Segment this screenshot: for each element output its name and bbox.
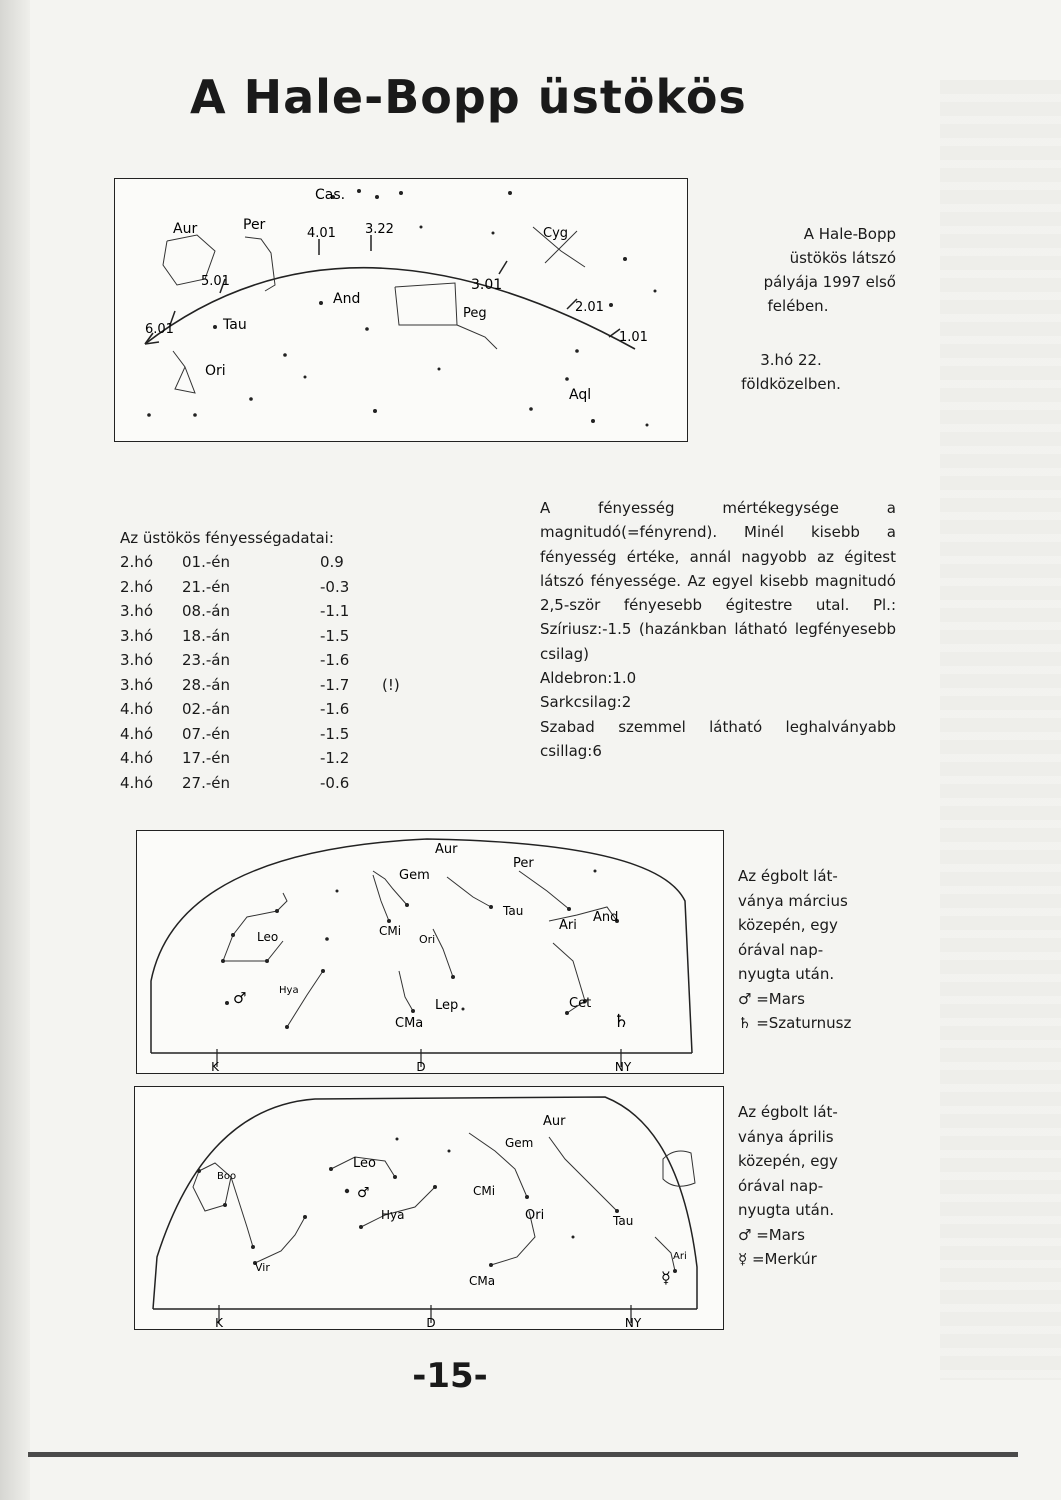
label-hya: Hya	[381, 1208, 405, 1222]
label-aur: Aur	[543, 1114, 566, 1129]
sky-dome-outline	[153, 1097, 697, 1309]
page-title: A Hale-Bopp üstökös	[190, 70, 747, 124]
label-ori: Ori	[525, 1208, 545, 1223]
comet-path-svg	[115, 179, 687, 441]
label-date-401: 4.01	[307, 226, 336, 241]
constellation-lines	[223, 871, 617, 1027]
label-cma: CMa	[469, 1274, 496, 1288]
label-ari: Ari	[673, 1251, 687, 1262]
table-row: 3.hó 23.-án -1.6	[120, 651, 350, 669]
label-tau: Tau	[223, 317, 247, 333]
mars-icon: ♂	[233, 989, 247, 1007]
label-leo: Leo	[353, 1156, 376, 1171]
table-row: 2.hó 21.-én -0.3	[120, 577, 350, 596]
horizon-k: K	[211, 1060, 219, 1073]
label-aur: Aur	[173, 221, 198, 237]
label-ari: Ari	[559, 918, 577, 933]
perigee-note: 3.hó 22. földközelben.	[741, 351, 841, 393]
label-date-301: 3.01	[471, 277, 503, 293]
label-and: And	[333, 291, 361, 307]
legend-mars: ♂ =Mars	[738, 989, 805, 1008]
table-row: 4.hó 17.-én -1.2	[120, 749, 350, 767]
march-sky-svg	[137, 831, 723, 1073]
table-row: 3.hó 28.-án -1.7 (!)	[120, 675, 400, 694]
horizon-ny: NY	[624, 1316, 642, 1329]
table-row: 4.hó 27.-én -0.6	[120, 773, 350, 792]
label-date-322: 3.22	[365, 222, 394, 237]
label-peg: Peg	[463, 306, 487, 321]
label-aql: Aql	[569, 387, 592, 403]
label-hya: Hya	[279, 985, 299, 996]
mars-icon: ♂	[357, 1185, 370, 1201]
bleed-through-text	[940, 80, 1061, 1380]
label-cmi: CMi	[473, 1184, 496, 1198]
page-number: -15-	[412, 1356, 488, 1396]
label-lep: Lep	[435, 998, 459, 1013]
label-ori: Ori	[419, 933, 436, 946]
table-row: 3.hó 08.-án -1.1	[120, 602, 350, 620]
label-date-501: 5.01	[201, 274, 230, 289]
label-tau: Tau	[613, 1214, 634, 1228]
horizon-ticks	[219, 1305, 631, 1323]
label-date-601: 6.01	[145, 322, 174, 337]
label-cma: CMa	[395, 1016, 424, 1031]
horizon-d: D	[416, 1060, 426, 1073]
legend-saturn: ♄ =Szaturnusz	[738, 1014, 852, 1032]
comet-path-map	[114, 178, 688, 442]
label-date-101: 1.01	[619, 330, 648, 345]
label-date-201: 2.01	[575, 300, 604, 315]
label-per: Per	[243, 217, 266, 233]
april-sky-caption: Az égbolt lát- ványa április közepén, egy órával nap- nyugta után. ♂ =Mars ☿ =Merkúr	[738, 1100, 898, 1272]
march-sky-caption: Az égbolt lát- ványa március közepén, egy órával nap- nyugta után. ♂ =Mars ♄ =Szaturnusz	[738, 864, 898, 1036]
april-sky-svg	[135, 1087, 723, 1329]
label-cet: Cet	[569, 996, 592, 1011]
label-cyg: Cyg	[543, 226, 569, 241]
scan-bottom-edge	[28, 1452, 1018, 1457]
horizon-d: D	[426, 1316, 436, 1329]
table-row: 4.hó 02.-án -1.6	[120, 700, 350, 718]
label-gem: Gem	[505, 1136, 534, 1150]
label-per: Per	[513, 856, 534, 871]
scan-shadow-left	[0, 0, 30, 1500]
march-sky-map	[136, 830, 724, 1074]
legend-mars: ♂ =Mars	[738, 1225, 805, 1244]
constellation-lines	[193, 1133, 675, 1271]
label-cmi: CMi	[379, 924, 402, 938]
label-vir: Vir	[255, 1261, 270, 1274]
table-row: 4.hó 07.-én -1.5	[120, 724, 350, 743]
horizon-k: K	[215, 1316, 223, 1329]
magnitude-explanation: A fényesség mértékegysége a magnitudó(=fényrend). Minél kisebb a fényesség értéke, annál nagyobb az égitest látszó fényessége. Az egyel kisebb magnitudó 2,5-ször fényesebb égitestre utal. Pl.: Szíriusz:-1.5 (hazánkban látható legfényesebb csilag) Aldebron:1.0 Sarkcsilag:2 Szabad szemmel látható leghalványabb csillag:6	[540, 499, 896, 760]
legend-mercury: ☿ =Merkúr	[738, 1250, 817, 1268]
constellation-lines	[163, 227, 585, 393]
label-aur: Aur	[435, 842, 458, 857]
table-row: 3.hó 18.-án -1.5	[120, 626, 350, 645]
saturn-icon: ♄	[613, 1011, 630, 1032]
label-and: And	[593, 910, 619, 925]
milky-way-patch	[663, 1151, 695, 1186]
brightness-table	[120, 526, 410, 795]
label-leo: Leo	[257, 930, 279, 944]
label-ori: Ori	[205, 363, 226, 379]
label-boo: Boo	[217, 1171, 237, 1182]
label-gem: Gem	[399, 868, 430, 883]
comet-path-caption: A Hale-Bopp üstökös látszó pályája 1997 első felében.	[763, 225, 896, 315]
stars	[197, 1138, 677, 1274]
horizon-ny: NY	[614, 1060, 632, 1073]
label-cas: Cas.	[315, 187, 346, 203]
brightness-table-header: Az üstökös fényességadatai:	[120, 529, 334, 547]
table-row: 2.hó 01.-én 0.9	[120, 553, 344, 571]
april-sky-map	[134, 1086, 724, 1330]
label-tau: Tau	[503, 904, 524, 918]
mercury-icon: ☿	[661, 1268, 671, 1287]
